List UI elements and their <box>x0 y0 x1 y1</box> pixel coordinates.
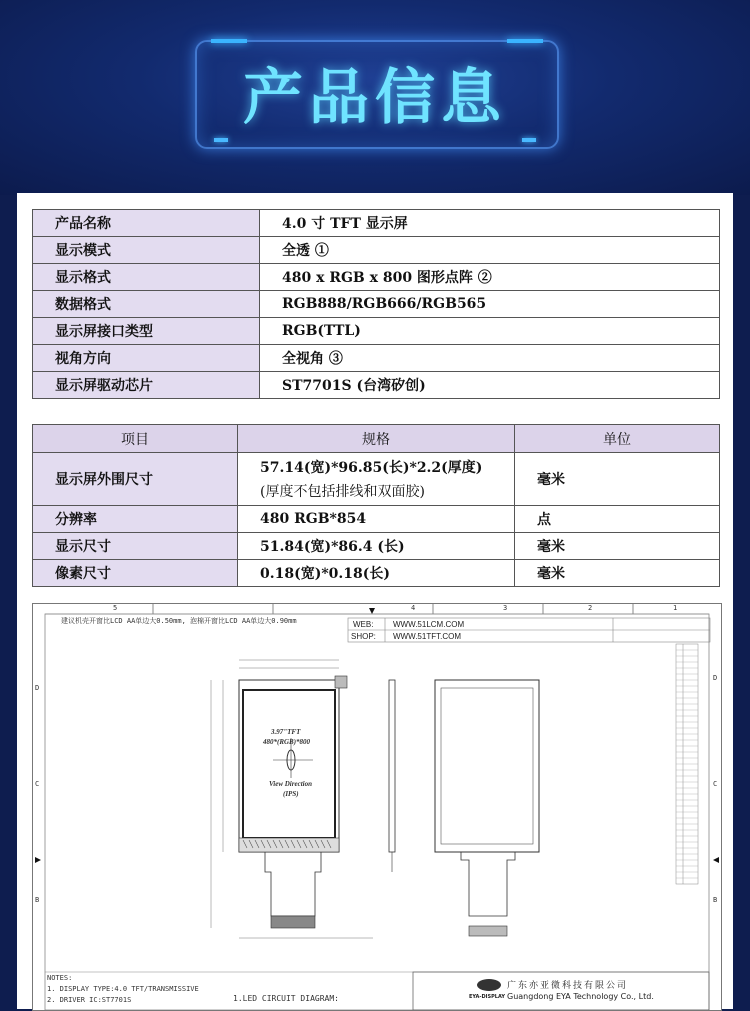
table-row <box>33 453 720 506</box>
mechanical-drawing <box>32 603 722 1011</box>
dim-spec-note: (厚度不包括排线和双面胶) <box>260 484 425 500</box>
column-mark: 2 <box>588 604 593 612</box>
spec-value: RGB(TTL) <box>260 318 720 345</box>
column-mark: 1 <box>673 604 678 612</box>
table-row <box>33 560 720 587</box>
dim-spec: 480 RGB*854 <box>238 506 515 533</box>
web-url: WWW.51LCM.COM <box>393 620 465 629</box>
spec-value: ST7701S (台湾矽创) <box>260 372 720 399</box>
spec-label: 产品名称 <box>33 210 260 237</box>
spec-value: 全透 ① <box>260 237 720 264</box>
title-frame-accent <box>214 138 536 146</box>
view-type-label: (IPS) <box>283 790 299 798</box>
dim-spec-cell <box>238 453 515 506</box>
table-row <box>33 291 720 318</box>
table-row <box>33 264 720 291</box>
table-row <box>33 237 720 264</box>
dim-unit: 毫米 <box>515 453 720 506</box>
header-banner <box>0 0 750 195</box>
row-mark: C <box>713 780 718 788</box>
dim-spec: 0.18(宽)*0.18(长) <box>238 560 515 587</box>
table-header-row <box>33 425 720 453</box>
table-row <box>33 345 720 372</box>
lcd-size-label: 3.97"TFT <box>271 728 301 736</box>
row-mark: D <box>35 684 40 692</box>
shop-label: SHOP: <box>351 632 376 641</box>
dim-item: 像素尺寸 <box>33 560 238 587</box>
table-row <box>33 210 720 237</box>
spec-value: 全视角 ③ <box>260 345 720 372</box>
dim-spec: 51.84(宽)*86.4 (长) <box>238 533 515 560</box>
table-row <box>33 372 720 399</box>
led-circuit-title: 1.LED CIRCUIT DIAGRAM: <box>233 994 339 1003</box>
dim-unit: 毫米 <box>515 533 720 560</box>
table-row <box>33 533 720 560</box>
spec-label: 显示屏驱动芯片 <box>33 372 260 399</box>
row-mark: D <box>713 674 718 682</box>
column-mark: 3 <box>503 604 508 612</box>
dim-unit: 毫米 <box>515 560 720 587</box>
table-row <box>33 506 720 533</box>
header-unit: 单位 <box>515 425 720 453</box>
web-label: WEB: <box>353 620 374 629</box>
spec-label: 数据格式 <box>33 291 260 318</box>
content-panel <box>17 193 733 1009</box>
drawing-note: 建议机壳开窗比LCD AA单边大0.50mm, 泡棉开窗比LCD AA单边大0.90mm <box>61 617 297 625</box>
view-direction-label: View Direction <box>269 780 312 788</box>
dim-item: 分辨率 <box>33 506 238 533</box>
row-mark: B <box>713 896 718 904</box>
company-logo-text: EYA-DISPLAY <box>469 994 505 1000</box>
spec-label: 显示模式 <box>33 237 260 264</box>
row-mark: B <box>35 896 40 904</box>
company-name-cn: 广东亦亚微科技有限公司 <box>507 981 629 991</box>
dim-unit: 点 <box>515 506 720 533</box>
row-mark: C <box>35 780 40 788</box>
spec-label: 显示格式 <box>33 264 260 291</box>
spec-label: 显示屏接口类型 <box>33 318 260 345</box>
spec-value: 4.0 寸 TFT 显示屏 <box>260 210 720 237</box>
column-mark: 5 <box>113 604 118 612</box>
dim-spec: 57.14(宽)*96.85(长)*2.2(厚度) <box>260 460 483 476</box>
dimension-table <box>32 424 720 587</box>
notes-title: NOTES: <box>47 974 73 982</box>
drawing-linework <box>33 604 721 1010</box>
header-spec: 规格 <box>238 425 515 453</box>
spec-value: RGB888/RGB666/RGB565 <box>260 291 720 318</box>
spec-label: 视角方向 <box>33 345 260 372</box>
lcd-resolution-label: 480*(RGB)*800 <box>263 738 311 746</box>
spec-value: 480 x RGB x 800 图形点阵 ② <box>260 264 720 291</box>
spec-table <box>32 209 720 399</box>
note-item: 1. DISPLAY TYPE:4.0 TFT/TRANSMISSIVE <box>47 985 199 993</box>
dim-item: 显示尺寸 <box>33 533 238 560</box>
header-item: 项目 <box>33 425 238 453</box>
table-row <box>33 318 720 345</box>
dim-item: 显示屏外围尺寸 <box>33 453 238 506</box>
page-title: 产品信息 <box>243 63 507 133</box>
shop-url: WWW.51TFT.COM <box>393 632 461 641</box>
company-name-en: Guangdong EYA Technology Co., Ltd. <box>507 992 654 1001</box>
column-mark: 4 <box>411 604 416 612</box>
note-item: 2. DRIVER IC:ST7701S <box>47 996 132 1004</box>
